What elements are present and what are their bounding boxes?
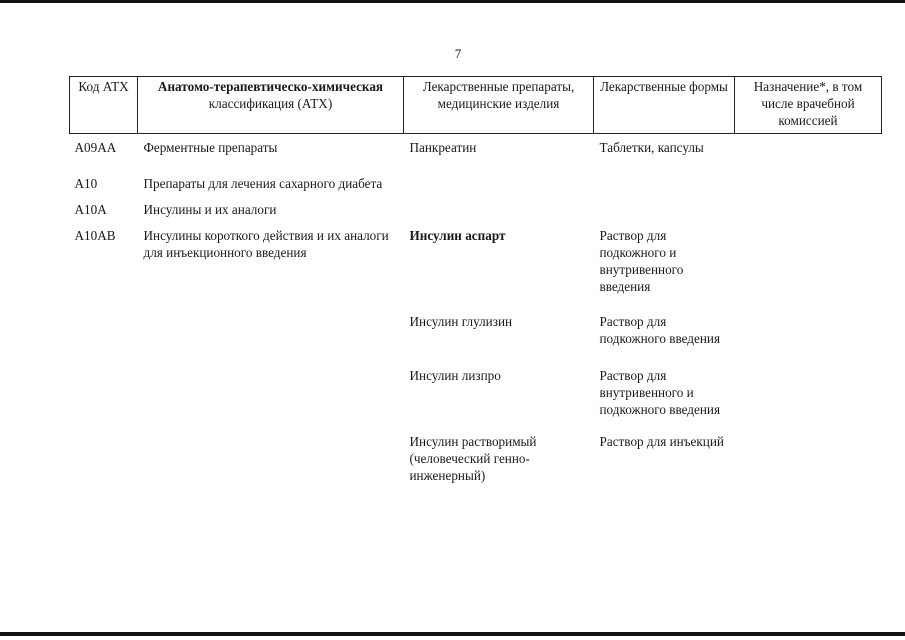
purpose: [735, 218, 882, 295]
atc-classification: Инсулины короткого действия и их аналоги для инъекционного введения: [143, 228, 389, 260]
table-row: [70, 156, 882, 192]
purpose: [735, 295, 882, 347]
dosage-form: [594, 156, 735, 192]
atc-classification: [138, 347, 404, 418]
drug-name: Инсулин аспарт: [409, 228, 506, 243]
atc-code: [70, 295, 138, 347]
page-number: 7: [454, 46, 462, 61]
top-border-line: [0, 0, 905, 3]
dosage-form: Раствор для инъекций: [599, 434, 724, 449]
table-header-row: [70, 77, 882, 134]
table-row: [70, 218, 882, 295]
drug-name: [404, 156, 594, 192]
table-row: [70, 295, 882, 347]
dosage-form: Раствор для подкожного введения: [599, 314, 721, 346]
dosage-form: Раствор для подкожного и внутривенного введения: [599, 228, 684, 294]
atc-classification: Ферментные препараты: [143, 140, 278, 155]
header-code: Код АТХ: [70, 77, 138, 134]
purpose: [735, 134, 882, 157]
drug-name: Инсулин растворимый (человеческий генно-инженерный): [409, 434, 537, 483]
header-purpose: Назначение*, в том числе врачебной комиссией: [735, 77, 882, 134]
table-row: [70, 192, 882, 218]
atc-classification: Инсулины и их аналоги: [143, 202, 277, 217]
atc-classification: Препараты для лечения сахарного диабета: [143, 176, 383, 191]
purpose: [735, 347, 882, 418]
dosage-form: Таблетки, капсулы: [599, 140, 704, 155]
header-classification-bold: Анатомо-терапевтическо-химическая: [157, 79, 384, 94]
drug-name: Инсулин глулизин: [409, 314, 513, 329]
atc-classification: [138, 295, 404, 347]
atc-code: A10: [74, 176, 98, 191]
dosage-form: Раствор для внутривенного и подкожного введения: [599, 368, 721, 417]
header-drugs: Лекарственные препараты, медицинские изделия: [404, 77, 594, 134]
atc-code: A10AB: [74, 228, 116, 243]
header-classification-rest: классификация (АТХ): [208, 96, 333, 111]
atc-classification: [138, 418, 404, 484]
atc-code: [70, 347, 138, 418]
purpose: [735, 156, 882, 192]
dosage-form: [594, 192, 735, 218]
table-row: [70, 134, 882, 157]
table-row: [70, 347, 882, 418]
header-forms: Лекарственные формы: [594, 77, 735, 134]
drug-name: Панкреатин: [409, 140, 477, 155]
purpose: [735, 192, 882, 218]
atc-code: [70, 418, 138, 484]
drug-name: Инсулин лизпро: [409, 368, 501, 383]
header-classification: [138, 77, 404, 134]
bottom-border-line: [0, 632, 905, 636]
purpose: [735, 418, 882, 484]
atc-code: A10A: [74, 202, 107, 217]
atc-drug-table: [69, 76, 882, 484]
atc-code: A09AA: [74, 140, 117, 155]
table-row: [70, 418, 882, 484]
drug-name: [404, 192, 594, 218]
